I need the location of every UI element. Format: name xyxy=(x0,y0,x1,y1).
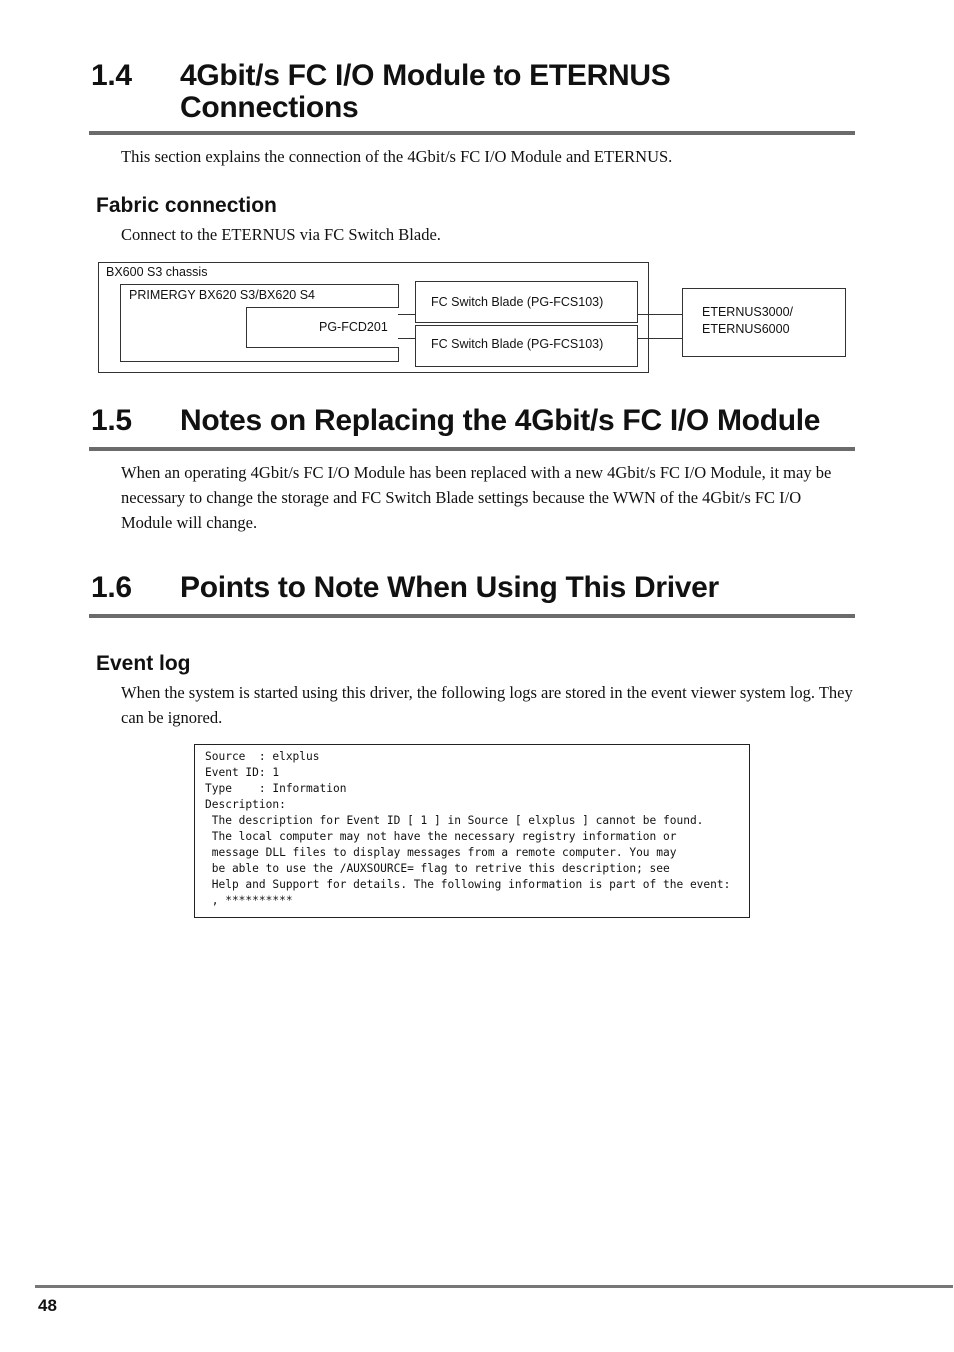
event-log-line: Description: xyxy=(205,798,286,811)
section-number: 1.5 xyxy=(91,404,132,437)
event-log-line: Help and Support for details. The following information is part of the event: xyxy=(205,878,731,891)
link-switch1-storage xyxy=(638,314,682,315)
link-switch2-storage xyxy=(638,338,682,339)
event-log-line: be able to use the /AUXSOURCE= flag to retrive this description; see xyxy=(205,862,670,875)
event-log-line: , ********** xyxy=(205,894,293,907)
fc-switch-1-label: FC Switch Blade (PG-FCS103) xyxy=(431,295,604,309)
event-log-text: When the system is started using this driver, the following logs are stored in the event viewer system log. They can be ignored. xyxy=(121,683,853,727)
chassis-label: BX600 S3 chassis xyxy=(106,265,208,279)
fabric-text: Connect to the ETERNUS via FC Switch Blade. xyxy=(121,225,441,244)
section-divider xyxy=(89,447,855,451)
event-log-line: Source : elxplus xyxy=(205,750,320,763)
section-number: 1.6 xyxy=(91,571,132,604)
fc-switch-2-label: FC Switch Blade (PG-FCS103) xyxy=(431,337,604,351)
section-divider xyxy=(89,614,855,618)
section-number: 1.4 xyxy=(91,59,132,92)
event-log-line: Event ID: 1 xyxy=(205,766,280,779)
section-title: Notes on Replacing the 4Gbit/s FC I/O Module xyxy=(180,404,821,437)
section-title-line1: 4Gbit/s FC I/O Module to ETERNUS xyxy=(180,59,671,92)
server-label: PRIMERGY BX620 S3/BX620 S4 xyxy=(129,288,315,302)
storage-label-line1: ETERNUS3000/ xyxy=(702,305,794,319)
event-log-line: Type : Information xyxy=(205,782,347,795)
event-log-line: The local computer may not have the necessary registry information or xyxy=(205,830,677,843)
event-log-box xyxy=(194,744,750,918)
section-title: Points to Note When Using This Driver xyxy=(180,571,719,604)
fc-card-label: PG-FCD201 xyxy=(319,320,388,334)
section-divider xyxy=(89,131,855,135)
link-card-switch2 xyxy=(398,338,415,339)
section-1-5-text: When an operating 4Gbit/s FC I/O Module has been replaced with a new 4Gbit/s FC I/O Module, it may be necessary to change the storage and FC Switch Blade settings because the WWN of the 4Gbit/s FC I/O Module will change. xyxy=(121,463,832,532)
event-log-line: The description for Event ID [ 1 ] in Source [ elxplus ] cannot be found. xyxy=(205,814,704,827)
fabric-heading: Fabric connection xyxy=(96,194,277,217)
page-number: 48 xyxy=(38,1296,57,1315)
section-intro: This section explains the connection of the 4Gbit/s FC I/O Module and ETERNUS. xyxy=(121,147,673,166)
event-log-heading: Event log xyxy=(96,652,191,675)
link-card-switch1 xyxy=(398,314,415,315)
event-log-line: message DLL files to display messages from a remote computer. You may xyxy=(205,846,677,859)
footer-divider xyxy=(35,1285,953,1288)
section-title-line2: Connections xyxy=(180,91,359,124)
storage-label-line2: ETERNUS6000 xyxy=(702,322,790,336)
